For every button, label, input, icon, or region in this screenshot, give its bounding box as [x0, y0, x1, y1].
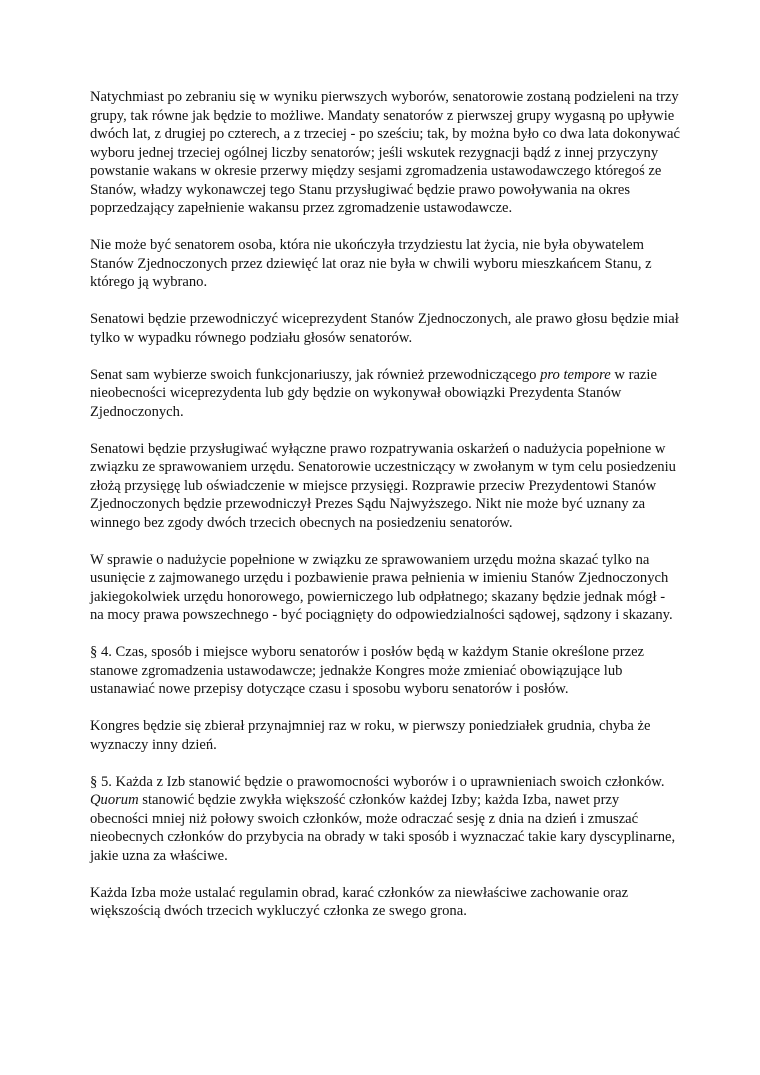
- italic-term: pro tempore: [540, 366, 611, 383]
- paragraph-text-segment: stanowić będzie zwykła większość członków każdej Izby; każda Izba, nawet przy obecności mniej niż połowy swoich członków, może odraczać sesję z dnia na dzień i zmuszać nieobecnych członków do przybycia na obrady w taki sposób i wyznaczać takie kary dyscyplinarne, jakie uzna za właściwe.: [90, 792, 676, 864]
- paragraph-house-rules: Każda Izba może ustalać regulamin obrad, karać członków za niewłaściwe zachowanie oraz większością dwóch trzecich wykluczyć członka ze swego grona.: [90, 884, 629, 919]
- paragraph-senator-eligibility: Nie może być senatorem osoba, która nie ukończyła trzydziestu lat życia, nie była obywatelem Stanów Zjednoczonych przez dziewięć lat oraz nie była w chwili wyboru mieszkańcem Stanu, z którego ją wybrano.: [90, 237, 652, 290]
- paragraph-senate-officers: [90, 366, 680, 422]
- paragraph-impeachment: Senatowi będzie przysługiwać wyłączne prawo rozpatrywania oskarżeń o nadużycia popełnione w związku ze sprawowaniem urzędu. Senatorowie uczestniczący w zwołanym w tym celu posiedzeniu złożą przysięgę lub oświadczenie w miejsce przysięgi. Rozprawie przeciw Prezydentowi Stanów Zjednoczonych będzie przewodniczył Prezes Sądu Najwyższego. Nikt nie może być uznany za winnego bez zgody dwóch trzecich obecnych na posiedzeniu senatorów.: [90, 440, 676, 531]
- paragraph-congress-assembly: Kongres będzie się zbierał przynajmniej raz w roku, w pierwszy poniedziałek grudnia, chyba że wyznaczy inny dzień.: [90, 718, 651, 753]
- italic-term: Quorum: [90, 792, 139, 808]
- paragraph-text-segment: § 5. Każda z Izb stanowić będzie o prawomocności wyborów i o uprawnieniach swoich członków.: [90, 773, 665, 790]
- paragraph-senate-groups: Natychmiast po zebraniu się w wyniku pierwszych wyborów, senatorowie zostaną podzieleni na trzy grupy, tak równe jak będzie to możliwe. Mandaty senatorów z pierwszej grupy wygasną po upływie dwóch lat, z drugiej po czterech, a z trzeciej - po sześciu; tak, by można było co dwa lata dokonywać wyboru jednej trzeciej ogólnej liczby senatorów; jeśli wskutek rezygnacji bądź z innej przyczyny powstanie wakans w okresie przerwy między sesjami zgromadzenia ustawodawczego któregoś ze Stanów, władzy wykonawczej tego Stanu przysługiwać będzie prawo powoływania na okres poprzedzający zapełnienie wakansu przez zgromadzenie ustawodawcze.: [90, 89, 680, 216]
- paragraph-section-4: § 4. Czas, sposób i miejsce wyboru senatorów i posłów będą w każdym Stanie określone przez stanowe zgromadzenia ustawodawcze; jednakże Kongres może zmieniać obowiązujące lub ustanawiać nowe przepisy dotyczące czasu i sposobu wyboru senatorów i posłów.: [90, 644, 645, 697]
- document-page: [90, 88, 680, 939]
- paragraph-section-5: [90, 773, 680, 866]
- paragraph-vice-president: Senatowi będzie przewodniczyć wiceprezydent Stanów Zjednoczonych, ale prawo głosu będzie miał tylko w wypadku równego podziału głosów senatorów.: [90, 311, 679, 346]
- paragraph-text-segment: Senat sam wybierze swoich funkcjonariuszy, jak również przewodniczącego: [90, 366, 541, 383]
- paragraph-text-segment: w razie nieobecności wiceprezydenta lub gdy będzie on wykonywał obowiązki Prezydenta Stanów Zjednoczonych.: [90, 366, 657, 420]
- paragraph-impeachment-judgment: W sprawie o nadużycie popełnione w związku ze sprawowaniem urzędu można skazać tylko na usunięcie z zajmowanego urzędu i pozbawienie prawa pełnienia w imieniu Stanów Zjednoczonych jakiegokolwiek urzędu honorowego, powierniczego lub odpłatnego; skazany będzie jednak mógł - na mocy prawa powszechnego - być pociągnięty do odpowiedzialności sądowej, sądzony i skazany.: [90, 551, 673, 623]
